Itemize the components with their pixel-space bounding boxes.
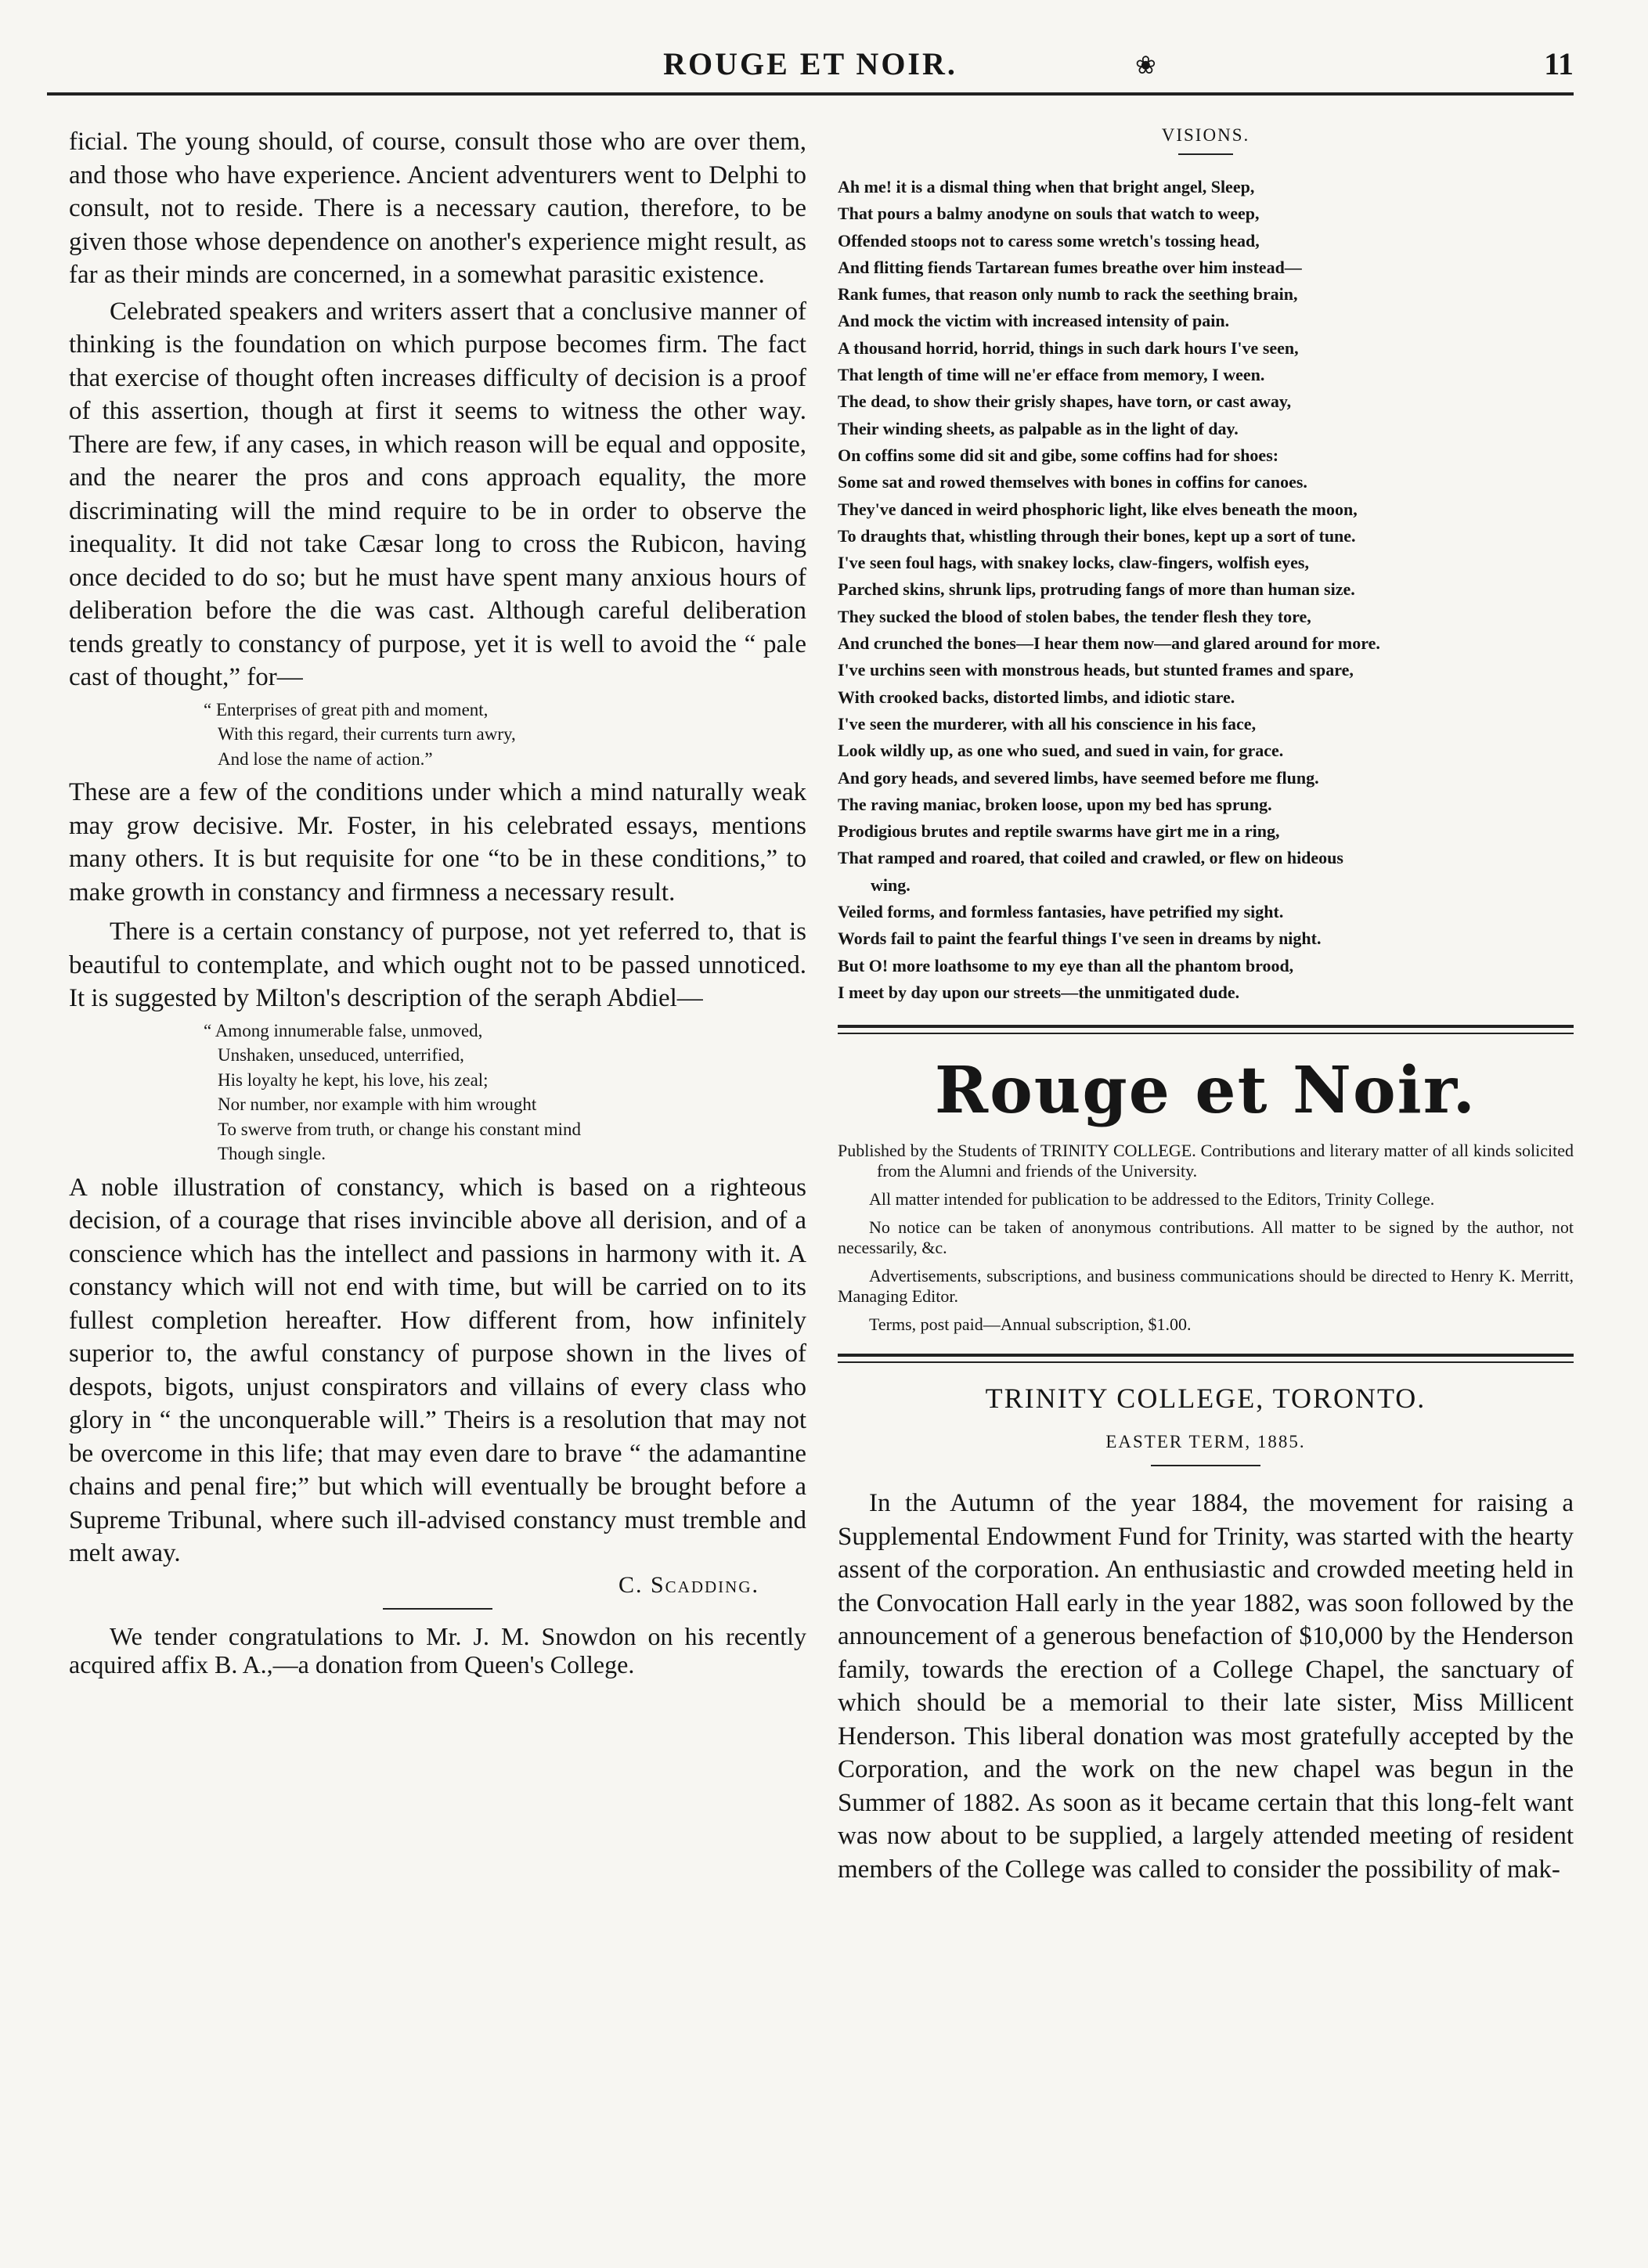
poem-line: But O! more loathsome to my eye than all the phantom brood, — [838, 955, 1294, 975]
page-number: 11 — [1544, 46, 1574, 81]
verse-line: His loyalty he kept, his love, his zeal; — [218, 1069, 489, 1090]
author-signature: C. Scadding. — [618, 1571, 759, 1598]
paragraph-5: A noble illustration of constancy, which is based on a righteous decision, of a courage that rises invincible above all derision, and of a conscience which has the intellect and passions in harmony with it. A constancy which will not end with time, but will be carried on to its fullest completion hereafter. How different from, how infinitely superior to, the awful constancy of purpose shown in the lives of despots, bigots, unjust conspirators and villains of every class who glory in “ the unconquerable will.” Theirs is a resolution that may not be overcome in this life; that may even dare to brave “ the adamantine chains and penal fire;” but which will eventually be brought before a Supreme Tribunal, where such ill-advised constancy must tremble and melt away. — [69, 1173, 806, 1567]
paragraph-2: Celebrated speakers and writers assert that a conclusive manner of thinking is the foundation on which purpose becomes firm. The fact that exercise of thought often increases difficulty of decision is a proof of this assertion, though at first it seems to witness the other way. There are few, if any cases, in which reason will be equal and opposite, and the nearer the pros and cons approach equality, the more discriminating will the mind require to be in order to observe the inequality. It did not take Cæsar long to cross the Rubicon, having once decided to do so; but he must have spent many anxious hours of deliberation before the die was cast. Although careful deliberation tends greatly to constancy of purpose, yet it is well to avoid the “ pale cast of thought,” for— — [69, 297, 806, 691]
poem — [838, 174, 1574, 1006]
poem-line: wing. — [871, 874, 911, 895]
quote-shakespeare — [69, 698, 806, 772]
divider — [383, 1608, 492, 1610]
poem-line: The raving maniac, broken loose, upon my bed has sprung. — [838, 794, 1272, 814]
quote-milton — [69, 1019, 806, 1166]
poem-line: A thousand horrid, horrid, things in such dark hours I've seen, — [838, 337, 1299, 358]
section-title: TRINITY COLLEGE, TORONTO. — [985, 1383, 1426, 1415]
poem-line: They've danced in weird phosphoric light, like elves beneath the moon, — [838, 499, 1358, 519]
poem-line: On coffins some did sit and gibe, some coffins had for shoes: — [838, 445, 1279, 465]
notice-line: No notice can be taken of anonymous contributions. All matter to be signed by the author, not necessarily, &c. — [838, 1217, 1574, 1258]
poem-line: And flitting fiends Tartarean fumes breathe over him instead— — [838, 257, 1302, 277]
poem-line: Words fail to paint the fearful things I've seen in dreams by night. — [838, 928, 1322, 949]
masthead: Rouge et Noir. — [934, 1053, 1477, 1129]
ornament-icon: ❀ — [1135, 51, 1156, 79]
verse-line: Unshaken, unseduced, unterrified, — [218, 1045, 464, 1065]
poem-line: I've seen foul hags, with snakey locks, claw-fingers, wolfish eyes, — [838, 553, 1309, 573]
paragraph-1: ficial. The young should, of course, consult those who are over them, and those who have experience. Ancient adventurers went to Delphi to consult, not to reside. There is a necessary caution, therefore, to be given those whose dependence on another's experience might result, as far as their minds are concerned, in a somewhat parasitic existence. — [69, 128, 806, 289]
poem-line: Parched skins, shrunk lips, protruding fangs of more than human size. — [838, 579, 1355, 600]
poem-line: I've urchins seen with monstrous heads, but stunted frames and spare, — [838, 660, 1354, 680]
poem-line: Look wildly up, as one who sued, and sued in vain, for grace. — [838, 741, 1284, 761]
poem-line: I meet by day upon our streets—the unmitigated dude. — [838, 982, 1240, 1002]
section-divider — [838, 1025, 1574, 1034]
verse-line: Though single. — [218, 1144, 326, 1163]
poem-line: That pours a balmy anodyne on souls that watch to weep, — [838, 204, 1260, 224]
poem-line: That length of time will ne'er efface from memory, I ween. — [838, 365, 1265, 385]
verse-line: “ Enterprises of great pith and moment, — [204, 699, 489, 719]
notice-line: Advertisements, subscriptions, and business communications should be directed to Henry K. Merritt, Managing Editor. — [838, 1266, 1574, 1307]
poem-line: Veiled forms, and formless fantasies, have petrified my sight. — [838, 902, 1284, 922]
poem-line: And mock the victim with increased intensity of pain. — [838, 311, 1230, 331]
publication-notice — [838, 1141, 1574, 1335]
poem-line: That ramped and roared, that coiled and crawled, or flew on hideous — [838, 848, 1343, 868]
verse-line: With this regard, their currents turn awry, — [218, 724, 516, 744]
divider — [1151, 1465, 1260, 1466]
poem-line: To draughts that, whistling through their bones, kept up a sort of tune. — [838, 525, 1356, 546]
verse-line: Nor number, nor example with him wrought — [218, 1094, 537, 1114]
poem-line: With crooked backs, distorted limbs, and idiotic stare. — [838, 687, 1235, 707]
congratulations-note: We tender congratulations to Mr. J. M. Snowdon on his recently acquired affix B. A.,—a donation from Queen's College. — [69, 1621, 806, 1678]
right-column — [838, 125, 1574, 1886]
paragraph-3: These are a few of the conditions under which a mind naturally weak may grow decisive. Mr. Foster, in his celebrated essays, mentions many others. It is but requisite for one “to be in these conditions,” to make growth in constancy and firmness a necessary result. — [69, 778, 806, 907]
page-header — [47, 31, 1574, 94]
header-rule — [47, 92, 1574, 96]
notice-line: Published by the Students of TRINITY COLLEGE. Contributions and literary matter of all kinds solicited from the Alumni and friends of the University. — [838, 1141, 1574, 1181]
article-text: In the Autumn of the year 1884, the movement for raising a Supplemental Endowment Fund for Trinity, was started with the hearty assent of the corporation. An enthusiastic and crowded meeting held in the Convocation Hall early in the year 1882, was soon followed by the announcement of a generous benefaction of $10,000 by the Henderson family, towards the erection of a College Chapel, the sanctuary of which should be a memorial to their late sister, Miss Millicent Henderson. This liberal donation was most gratefully accepted by the Corporation, and the work on the new chapel was begun in the Summer of 1882. As soon as it became certain that this long-felt want was now about to be supplied, a largely attended meeting of resident members of the College was called to consider the possibility of mak- — [838, 1489, 1574, 1884]
left-column — [69, 125, 806, 1678]
poem-line: Some sat and rowed themselves with bones in coffins for canoes. — [838, 472, 1307, 492]
section-divider — [838, 1354, 1574, 1363]
poem-line: They sucked the blood of stolen babes, the tender flesh they tore, — [838, 606, 1311, 626]
poem-line: The dead, to show their grisly shapes, have torn, or cast away, — [838, 391, 1292, 412]
divider — [1178, 153, 1233, 155]
poem-line: Ah me! it is a dismal thing when that bright angel, Sleep, — [838, 177, 1255, 197]
poem-line: And crunched the bones—I hear them now—and glared around for more. — [838, 633, 1380, 654]
poem-line: Their winding sheets, as palpable as in the light of day. — [838, 418, 1239, 438]
poem-line: Offended stoops not to caress some wretch's tossing head, — [838, 230, 1260, 251]
running-title: ROUGE ET NOIR. — [663, 46, 957, 81]
poem-line: Rank fumes, that reason only numb to rack the seething brain, — [838, 284, 1298, 305]
poem-line: And gory heads, and severed limbs, have seemed before me flung. — [838, 767, 1319, 788]
paragraph-4: There is a certain constancy of purpose, not yet referred to, that is beautiful to contemplate, and which ought not to be passed unnoticed. It is suggested by Milton's description of the seraph Abdiel— — [69, 918, 806, 1012]
verse-line: “ Among innumerable false, unmoved, — [204, 1020, 483, 1040]
notice-line: All matter intended for publication to be addressed to the Editors, Trinity College. — [869, 1189, 1435, 1210]
poem-line: I've seen the murderer, with all his conscience in his face, — [838, 713, 1257, 734]
poem-line: Prodigious brutes and reptile swarms have girt me in a ring, — [838, 821, 1280, 842]
poem-title: VISIONS. — [1161, 125, 1250, 145]
section-subtitle: EASTER TERM, 1885. — [1105, 1432, 1306, 1452]
verse-line: To swerve from truth, or change his constant mind — [218, 1119, 582, 1139]
notice-line: Terms, post paid—Annual subscription, $1.00. — [869, 1314, 1192, 1335]
verse-line: And lose the name of action.” — [218, 748, 433, 769]
